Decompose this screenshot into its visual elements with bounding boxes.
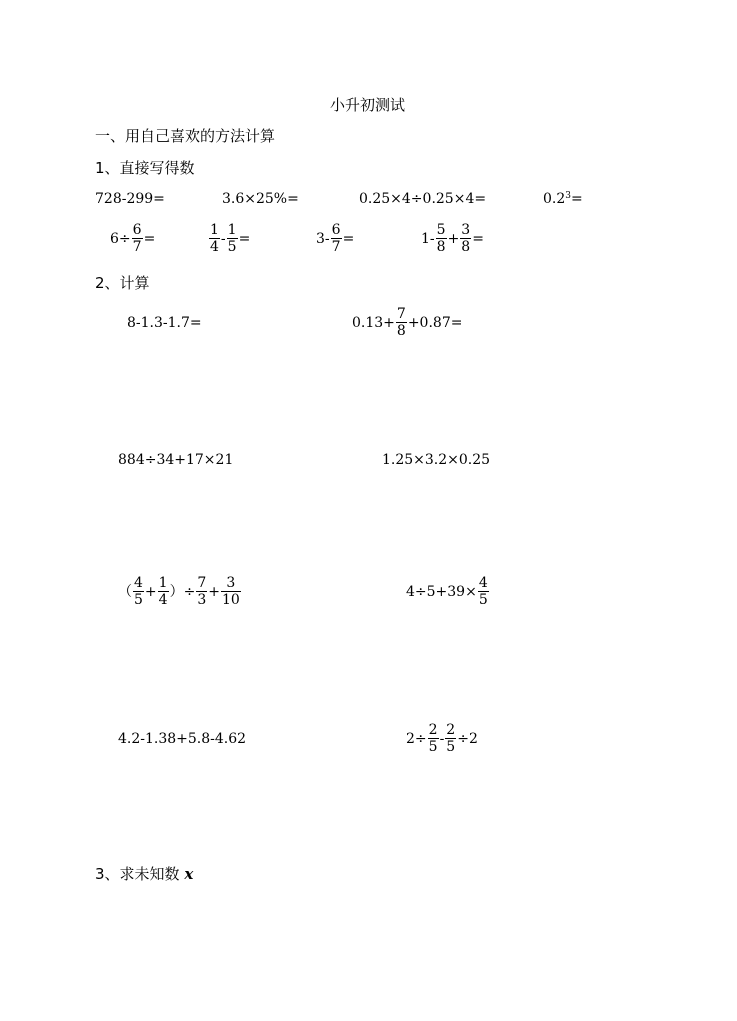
fraction (209, 222, 220, 255)
text: + (144, 583, 157, 600)
fraction (227, 222, 238, 255)
text: 1- (421, 230, 435, 247)
text: 2÷ (406, 730, 427, 747)
calc-problem-2 (352, 306, 462, 339)
numerator: 1 (227, 222, 237, 238)
denominator: 7 (132, 239, 142, 255)
exponent: 3 (565, 191, 571, 201)
text: 4÷5+39× (406, 583, 477, 600)
problem-0.2-cubed (543, 190, 583, 210)
text: + (447, 230, 460, 247)
denominator: 8 (461, 239, 471, 255)
numerator: 2 (428, 722, 438, 738)
problem-6-div-6-7 (110, 222, 155, 255)
text: 6÷ (110, 230, 131, 247)
part-heading-calc: 2、计算 (95, 274, 150, 292)
fraction (445, 722, 456, 755)
problem-1-minus-5-8-plus-3-8 (421, 222, 484, 255)
denominator: 8 (396, 323, 406, 339)
text: = (238, 230, 251, 247)
text: = (472, 230, 484, 247)
section-heading-1: 一、用自己喜欢的方法计算 (95, 127, 276, 145)
text: = (342, 230, 355, 247)
text: +0.87= (407, 314, 463, 331)
denominator: 7 (331, 239, 341, 255)
problem-728-299: 728-299= (95, 191, 165, 207)
fraction (331, 222, 342, 255)
fraction (428, 722, 439, 755)
numerator: 3 (461, 222, 471, 238)
text: = (143, 230, 156, 247)
text: （ (118, 583, 132, 600)
denominator: 10 (221, 592, 240, 608)
fraction (478, 575, 489, 608)
text: - (439, 730, 445, 747)
text: ÷2 (457, 730, 478, 747)
problem-3-minus-6-7 (316, 222, 354, 255)
calc-problem-1: 8-1.3-1.7= (127, 315, 202, 331)
numerator: 6 (132, 222, 142, 238)
numerator: 5 (436, 222, 446, 238)
denominator: 8 (436, 239, 446, 255)
calc-problem-7: 4.2-1.38+5.8-4.62 (118, 731, 247, 747)
calc-problem-6 (406, 575, 490, 608)
fraction (436, 222, 447, 255)
denominator: 5 (428, 739, 438, 755)
numerator: 2 (446, 722, 456, 738)
denominator: 5 (446, 739, 456, 755)
numerator: 1 (158, 575, 168, 591)
fraction (133, 575, 144, 608)
denominator: 4 (158, 592, 168, 608)
problem-0.25x4: 0.25×4÷0.25×4= (359, 191, 487, 207)
numerator: 1 (210, 222, 219, 238)
fraction (460, 222, 471, 255)
numerator: 6 (331, 222, 341, 238)
numerator: 7 (197, 575, 207, 591)
problem-1-4-minus-1-5 (208, 222, 250, 255)
numerator: 4 (134, 575, 143, 591)
denominator: 4 (210, 239, 219, 255)
equals: = (571, 191, 583, 207)
calc-problem-3: 884÷34+17×21 (118, 452, 234, 468)
fraction (196, 575, 207, 608)
numerator: 7 (396, 306, 406, 322)
denominator: 5 (134, 592, 143, 608)
calc-problem-5 (118, 575, 242, 608)
text: ）÷ (169, 583, 196, 600)
denominator: 5 (478, 592, 488, 608)
numerator: 4 (478, 575, 488, 591)
heading-text: 3、求未知数 (95, 865, 180, 883)
base: 0.2 (543, 191, 566, 207)
fraction (221, 575, 241, 608)
calc-problem-4: 1.25×3.2×0.25 (382, 452, 491, 468)
calc-problem-8 (406, 722, 478, 755)
fraction (132, 222, 143, 255)
variable-x: x (184, 865, 194, 883)
numerator: 3 (226, 575, 236, 591)
page-title: 小升初测试 (330, 96, 406, 114)
text: - (220, 230, 226, 247)
fraction (158, 575, 169, 608)
part-heading-unknown (95, 865, 193, 883)
text: + (208, 583, 220, 600)
denominator: 5 (227, 239, 237, 255)
text: 0.13+ (352, 314, 395, 331)
part-heading-direct: 1、直接写得数 (95, 159, 195, 177)
fraction (396, 306, 407, 339)
denominator: 3 (197, 592, 207, 608)
problem-3.6x25pct: 3.6×25%= (222, 191, 299, 207)
text: 3- (316, 230, 330, 247)
